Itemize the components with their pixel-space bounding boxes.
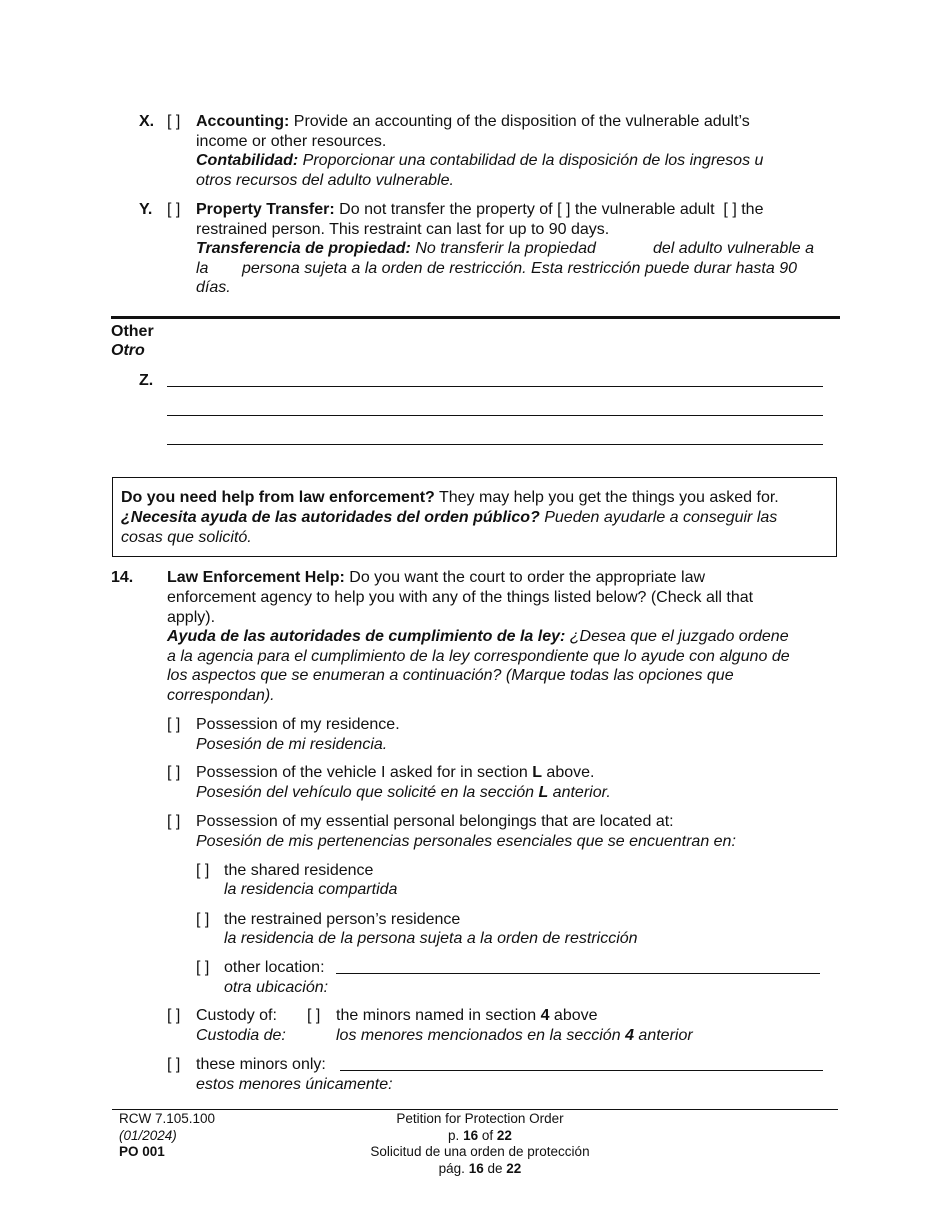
section-14-text-es-3: los aspectos que se enumeran a continuación? (Marque todas las opciones que bbox=[167, 667, 734, 684]
section-14-text-3: apply). bbox=[167, 609, 216, 626]
opt-these-minors-checkbox[interactable]: [ ] bbox=[167, 1056, 181, 1073]
section-14-text-es-4: correspondan). bbox=[167, 687, 275, 704]
custody-minors-section: 4 bbox=[540, 1007, 550, 1024]
footer-page-current: 16 bbox=[463, 1127, 479, 1143]
sub-restrained-residence-label: the restrained person’s residence bbox=[224, 911, 461, 928]
custody-minors-label-es: los menores mencionados en la sección bbox=[336, 1027, 621, 1044]
notice-text: They may help you get the things you asked for. bbox=[438, 489, 779, 506]
item-x-text-2: income or other resources. bbox=[196, 133, 387, 150]
footer-date: (01/2024) bbox=[119, 1127, 177, 1143]
opt-belongings-checkbox[interactable]: [ ] bbox=[167, 813, 181, 830]
section-14-text-2: enforcement agency to help you with any of the things listed below? (Check all that bbox=[167, 589, 754, 606]
sub-other-location-checkbox[interactable]: [ ] bbox=[196, 959, 210, 976]
item-x-text-es-2: otros recursos del adulto vulnerable. bbox=[196, 172, 454, 189]
custody-minors-label-es-end: anterior bbox=[638, 1027, 693, 1044]
item-y-text-2: restrained person. This restraint can last for up to 90 days. bbox=[196, 221, 610, 238]
item-y-cb-vulnerable[interactable]: [ ] bbox=[557, 201, 571, 218]
item-x-letter: X. bbox=[139, 113, 155, 130]
footer-rule bbox=[112, 1109, 838, 1110]
sub-other-location-label-es: otra ubicación: bbox=[224, 979, 329, 996]
section-14-text-es-1: ¿Desea que el juzgado ordene bbox=[569, 628, 789, 645]
these-minors-field[interactable] bbox=[340, 1070, 823, 1071]
opt-vehicle-label-end: above. bbox=[546, 764, 595, 781]
notice-text-es: Pueden ayudarle a conseguir las bbox=[544, 509, 778, 526]
custody-minors-section-4-checkbox[interactable]: [ ] bbox=[307, 1007, 321, 1024]
opt-vehicle-label-es: Posesión del vehículo que solicité en la sección bbox=[196, 784, 534, 801]
opt-these-minors-label: these minors only: bbox=[196, 1056, 326, 1073]
opt-vehicle-section-es: L bbox=[538, 784, 549, 801]
item-y-checkbox[interactable]: [ ] bbox=[167, 201, 181, 218]
opt-these-minors-label-es: estos menores únicamente: bbox=[196, 1076, 393, 1093]
opt-belongings-label-es: Posesión de mis pertenencias personales esenciales que se encuentran en: bbox=[196, 833, 736, 850]
item-y-text-es-3: días. bbox=[196, 279, 231, 296]
footer-rcw: RCW 7.105.100 bbox=[119, 1111, 216, 1126]
opt-residence-checkbox[interactable]: [ ] bbox=[167, 716, 181, 733]
opt-custody-label: Custody of: bbox=[196, 1007, 277, 1024]
item-y-cb-restrained[interactable]: [ ] bbox=[723, 201, 737, 218]
notice-question-es: ¿Necesita ayuda de las autoridades del orden público? bbox=[121, 509, 540, 526]
item-z-line-3[interactable] bbox=[167, 444, 823, 445]
sub-restrained-residence-label-es: la residencia de la persona sujeta a la orden de restricción bbox=[224, 930, 638, 947]
item-y-text-es-2b: persona sujeta a la orden de restricción. Esta restricción puede durar hasta 90 bbox=[242, 260, 797, 277]
opt-vehicle-label-es-end: anterior. bbox=[552, 784, 611, 801]
opt-residence-label-es: Posesión de mi residencia. bbox=[196, 736, 388, 753]
section-divider bbox=[111, 316, 840, 319]
opt-vehicle-label: Possession of the vehicle I asked for in section bbox=[196, 764, 528, 781]
section-14-text-es-2: a la agencia para el cumplimiento de la ley correspondiente que lo ayude con alguno de bbox=[167, 648, 790, 665]
item-x-title-es: Contabilidad: bbox=[196, 152, 299, 169]
footer-page-prefix-es: pág. bbox=[438, 1160, 465, 1176]
section-14-number: 14. bbox=[111, 569, 134, 586]
section-14-title: Law Enforcement Help: bbox=[167, 569, 345, 586]
footer-left bbox=[119, 1111, 215, 1161]
opt-vehicle-checkbox[interactable]: [ ] bbox=[167, 764, 181, 781]
item-x-title: Accounting: bbox=[196, 113, 290, 130]
custody-minors-section-es: 4 bbox=[625, 1027, 634, 1044]
other-location-field[interactable] bbox=[336, 973, 820, 974]
sub-shared-residence-label-es: la residencia compartida bbox=[224, 881, 398, 898]
sub-other-location-label: other location: bbox=[224, 959, 325, 976]
footer-page-total-es: 22 bbox=[506, 1160, 522, 1176]
item-y-text-c: the bbox=[741, 201, 764, 218]
item-y-text-b: the vulnerable adult bbox=[574, 201, 715, 218]
sub-shared-residence-checkbox[interactable]: [ ] bbox=[196, 862, 210, 879]
opt-vehicle-section: L bbox=[532, 764, 542, 781]
notice-question: Do you need help from law enforcement? bbox=[121, 489, 435, 506]
sub-shared-residence-label: the shared residence bbox=[224, 862, 374, 879]
other-heading-es: Otro bbox=[111, 342, 145, 359]
item-z-line-1[interactable] bbox=[167, 386, 823, 387]
footer-page-of: of bbox=[481, 1127, 494, 1143]
opt-belongings-label: Possession of my essential personal belongings that are located at: bbox=[196, 813, 674, 830]
custody-minors-label: the minors named in section bbox=[336, 1007, 537, 1024]
footer-title: Petition for Protection Order bbox=[396, 1111, 564, 1126]
sub-restrained-residence-checkbox[interactable]: [ ] bbox=[196, 911, 210, 928]
footer-form-number: PO 001 bbox=[119, 1144, 165, 1159]
item-z-line-2[interactable] bbox=[167, 415, 823, 416]
opt-custody-checkbox[interactable]: [ ] bbox=[167, 1007, 181, 1024]
notice-text-es-2: cosas que solicitó. bbox=[121, 529, 252, 546]
item-y-title: Property Transfer: bbox=[196, 201, 335, 218]
item-x-text-es: Proporcionar una contabilidad de la disposición de los ingresos u bbox=[302, 152, 764, 169]
opt-custody-label-es: Custodia de: bbox=[196, 1027, 286, 1044]
footer-title-es: Solicitud de una orden de protección bbox=[370, 1144, 590, 1159]
custody-minors-label-end: above bbox=[553, 1007, 598, 1024]
section-14-text-1: Do you want the court to order the appropriate law bbox=[349, 569, 706, 586]
item-y-text-es-1b: del adulto vulnerable a bbox=[653, 240, 815, 257]
footer-page-prefix: p. bbox=[448, 1127, 460, 1143]
section-14-title-es: Ayuda de las autoridades de cumplimiento de la ley: bbox=[167, 628, 566, 645]
item-z-letter: Z. bbox=[139, 372, 154, 389]
item-y-text-es-2a: la bbox=[196, 260, 209, 277]
item-x-checkbox[interactable]: [ ] bbox=[167, 113, 181, 130]
footer-center bbox=[330, 1111, 630, 1177]
item-y-title-es: Transferencia de propiedad: bbox=[196, 240, 411, 257]
footer-page-total: 22 bbox=[496, 1127, 512, 1143]
footer-page-current-es: 16 bbox=[468, 1160, 484, 1176]
opt-residence-label: Possession of my residence. bbox=[196, 716, 400, 733]
item-y-letter: Y. bbox=[139, 201, 153, 218]
item-x-text: Provide an accounting of the disposition of the vulnerable adult’s bbox=[293, 113, 750, 130]
other-heading: Other bbox=[111, 323, 154, 340]
item-y-text-es-1a: No transferir la propiedad bbox=[415, 240, 596, 257]
item-y-text-a: Do not transfer the property of bbox=[339, 201, 553, 218]
footer-page-of-es: de bbox=[487, 1160, 503, 1176]
